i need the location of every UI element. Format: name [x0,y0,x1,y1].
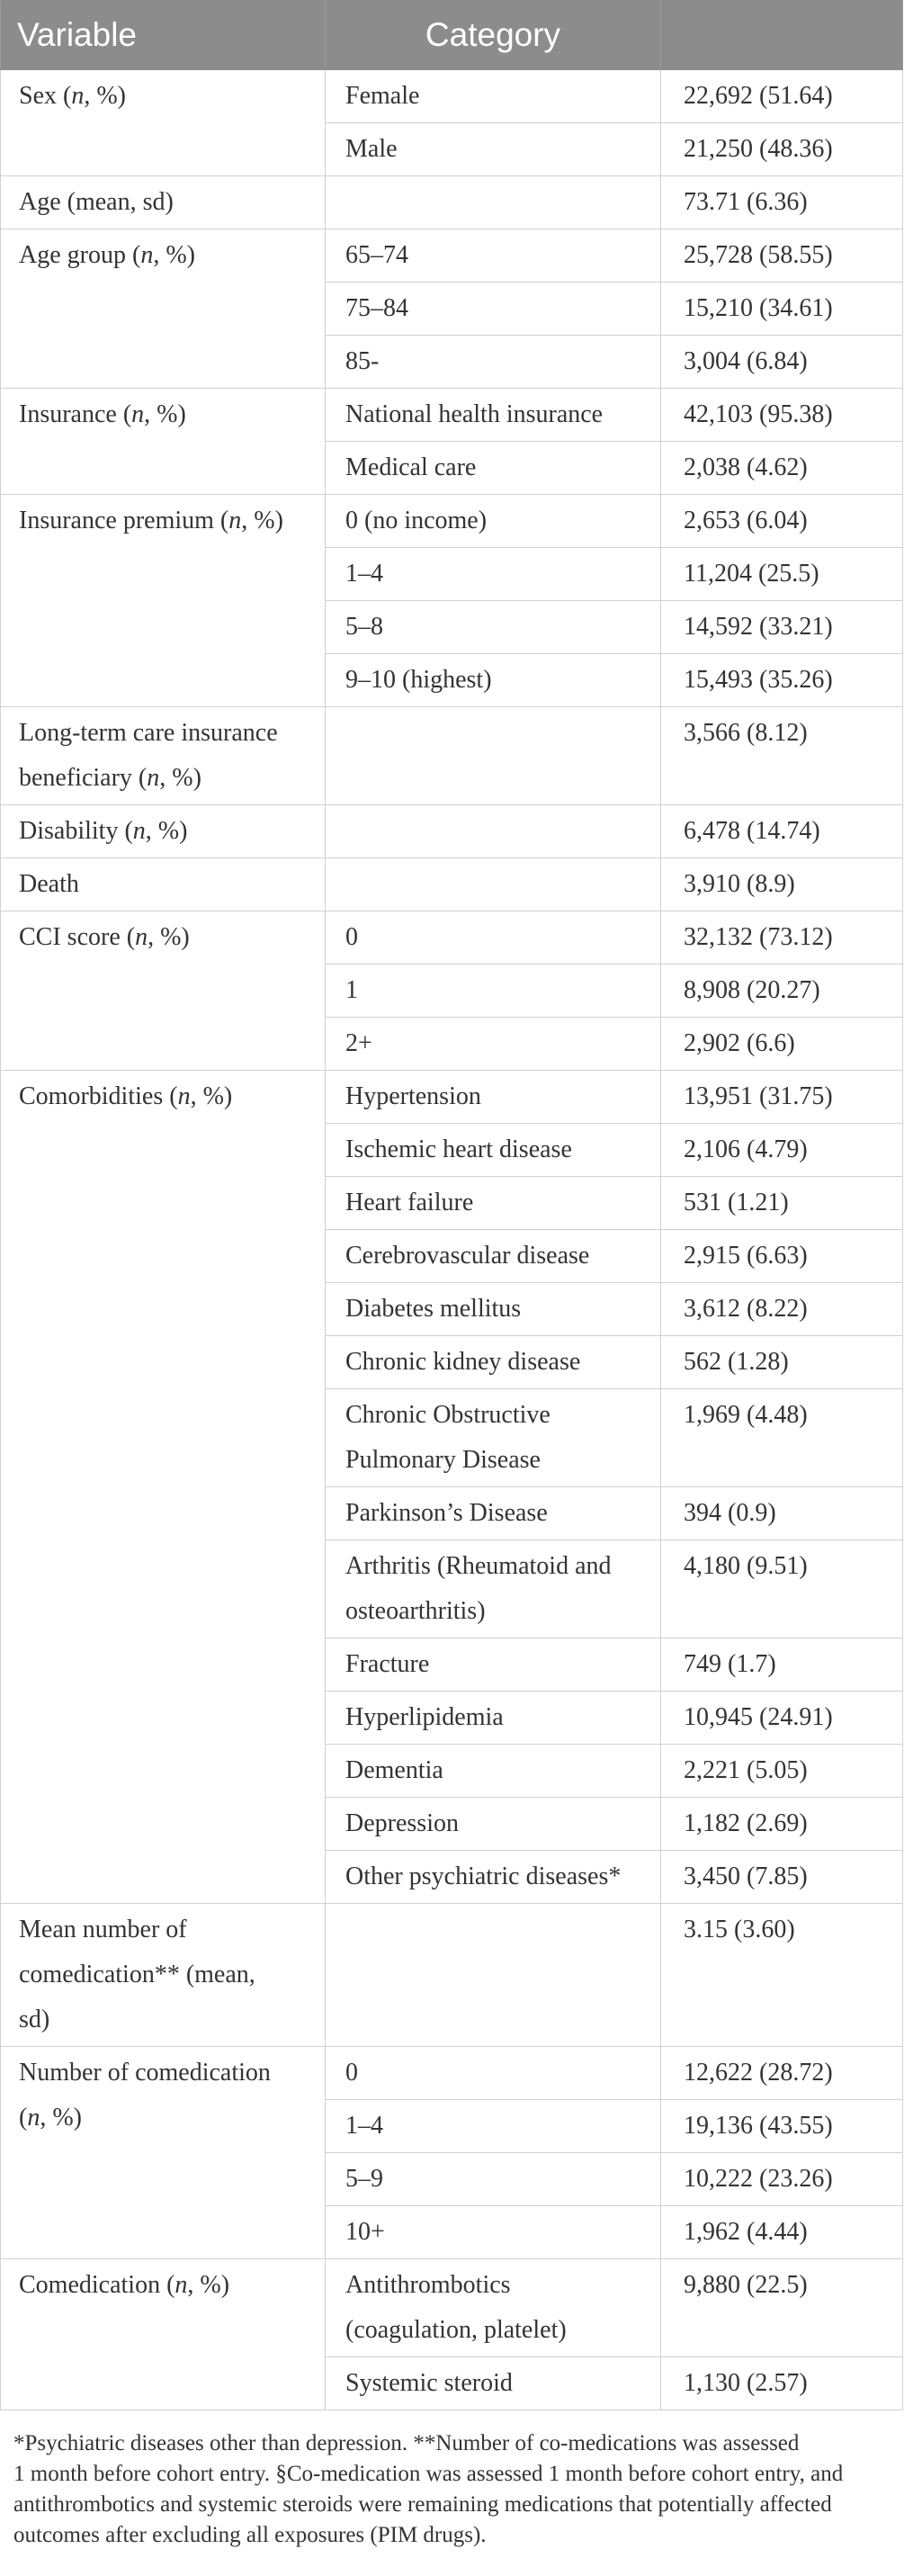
table-row [1,1071,903,1124]
table-row [1,495,903,548]
category-cell: 1 [326,965,661,1018]
table-row [1,707,903,805]
value-cell: 14,592 (33.21) [661,601,903,654]
value-cell: 2,902 (6.6) [661,1018,903,1071]
variable-label: Mean number of comedication** (mean, sd) [1,1904,326,2047]
value-cell: 394 (0.9) [661,1487,903,1540]
category-cell: 75–84 [326,283,661,336]
category-cell: Chronic kidney disease [326,1336,661,1389]
value-cell: 11,204 (25.5) [661,548,903,601]
value-cell: 2,106 (4.79) [661,1124,903,1177]
value-cell: 10,945 (24.91) [661,1692,903,1745]
table-body [1,70,903,2410]
category-cell: National health insurance [326,389,661,442]
header-variable: Variable [1,1,326,70]
category-cell: Male [326,123,661,176]
category-cell: 9–10 (highest) [326,654,661,707]
value-cell: 25,728 (58.55) [661,229,903,283]
value-cell: 15,493 (35.26) [661,654,903,707]
category-cell: Other psychiatric diseases* [326,1851,661,1904]
category-cell: Hyperlipidemia [326,1692,661,1745]
variable-label: Age (mean, sd) [1,176,326,229]
value-cell: 9,880 (22.5) [661,2259,903,2357]
category-cell: Antithrombotics (coagulation, platelet) [326,2259,661,2357]
category-cell [326,176,661,229]
value-cell: 10,222 (23.26) [661,2153,903,2206]
header-category: Category [326,1,661,70]
table-row [1,2259,903,2357]
value-cell: 749 (1.7) [661,1638,903,1692]
variable-label: Comedication (n, %) [1,2259,326,2410]
value-cell: 15,210 (34.61) [661,283,903,336]
value-cell: 21,250 (48.36) [661,123,903,176]
category-cell: 5–8 [326,601,661,654]
value-cell: 3,910 (8.9) [661,858,903,911]
value-cell: 42,103 (95.38) [661,389,903,442]
value-cell: 3,450 (7.85) [661,1851,903,1904]
table-footnote: *Psychiatric diseases other than depression. **Number of co-medications was assessed 1 month before cohort entry. §Co-medication was assessed 1 month before cohort entry, and antithrombotics and systemic steroids were remaining medications that potentially affected outcomes after excluding all exposures (PIM drugs). [13,2431,844,2547]
value-cell: 3,004 (6.84) [661,336,903,389]
category-cell: 0 [326,2047,661,2100]
variable-label: Insurance (n, %) [1,389,326,495]
category-cell: Arthritis (Rheumatoid and osteoarthritis) [326,1540,661,1638]
category-cell [326,1904,661,2047]
value-cell: 12,622 (28.72) [661,2047,903,2100]
variable-label: Insurance premium (n, %) [1,495,326,707]
header-value [661,1,903,70]
variable-label: CCI score (n, %) [1,911,326,1071]
category-cell: Heart failure [326,1177,661,1230]
category-cell: Diabetes mellitus [326,1283,661,1336]
value-cell: 8,908 (20.27) [661,965,903,1018]
table-row [1,858,903,911]
category-cell: Female [326,70,661,123]
table-row [1,1904,903,2047]
variable-label: Age group (n, %) [1,229,326,389]
value-cell: 1,182 (2.69) [661,1798,903,1851]
category-cell: 0 [326,911,661,965]
category-cell: 1–4 [326,2100,661,2153]
category-cell: 65–74 [326,229,661,283]
value-cell: 19,136 (43.55) [661,2100,903,2153]
table-row [1,229,903,283]
table-row [1,2047,903,2100]
category-cell: Cerebrovascular disease [326,1230,661,1283]
category-cell: Hypertension [326,1071,661,1124]
value-cell: 1,969 (4.48) [661,1389,903,1487]
category-cell: Chronic Obstructive Pulmonary Disease [326,1389,661,1487]
table-row [1,176,903,229]
variable-label: Comorbidities (n, %) [1,1071,326,1904]
value-cell: 2,038 (4.62) [661,442,903,495]
value-cell: 22,692 (51.64) [661,70,903,123]
category-cell: Ischemic heart disease [326,1124,661,1177]
value-cell: 1,962 (4.44) [661,2206,903,2259]
category-cell: Dementia [326,1745,661,1798]
value-cell: 531 (1.21) [661,1177,903,1230]
table-row [1,911,903,965]
category-cell: 85- [326,336,661,389]
category-cell: Fracture [326,1638,661,1692]
category-cell: 0 (no income) [326,495,661,548]
category-cell [326,707,661,805]
variable-label: Long-term care insurance beneficiary (n, %) [1,707,326,805]
category-cell: Depression [326,1798,661,1851]
category-cell: Systemic steroid [326,2357,661,2410]
table-row [1,70,903,123]
value-cell: 562 (1.28) [661,1336,903,1389]
variable-label: Sex (n, %) [1,70,326,176]
category-cell [326,805,661,858]
category-cell: Medical care [326,442,661,495]
value-cell: 73.71 (6.36) [661,176,903,229]
variable-label: Death [1,858,326,911]
value-cell: 3,566 (8.12) [661,707,903,805]
value-cell: 3.15 (3.60) [661,1904,903,2047]
category-cell: 5–9 [326,2153,661,2206]
value-cell: 6,478 (14.74) [661,805,903,858]
table-row [1,805,903,858]
category-cell: 10+ [326,2206,661,2259]
value-cell: 1,130 (2.57) [661,2357,903,2410]
value-cell: 2,653 (6.04) [661,495,903,548]
value-cell: 3,612 (8.22) [661,1283,903,1336]
variable-label: Number of comedication (n, %) [1,2047,326,2259]
category-cell [326,858,661,911]
header-row [1,1,903,70]
value-cell: 2,221 (5.05) [661,1745,903,1798]
variable-label: Disability (n, %) [1,805,326,858]
category-cell: Parkinson’s Disease [326,1487,661,1540]
table-row [1,389,903,442]
value-cell: 4,180 (9.51) [661,1540,903,1638]
category-cell: 2+ [326,1018,661,1071]
value-cell: 13,951 (31.75) [661,1071,903,1124]
value-cell: 2,915 (6.63) [661,1230,903,1283]
category-cell: 1–4 [326,548,661,601]
value-cell: 32,132 (73.12) [661,911,903,965]
